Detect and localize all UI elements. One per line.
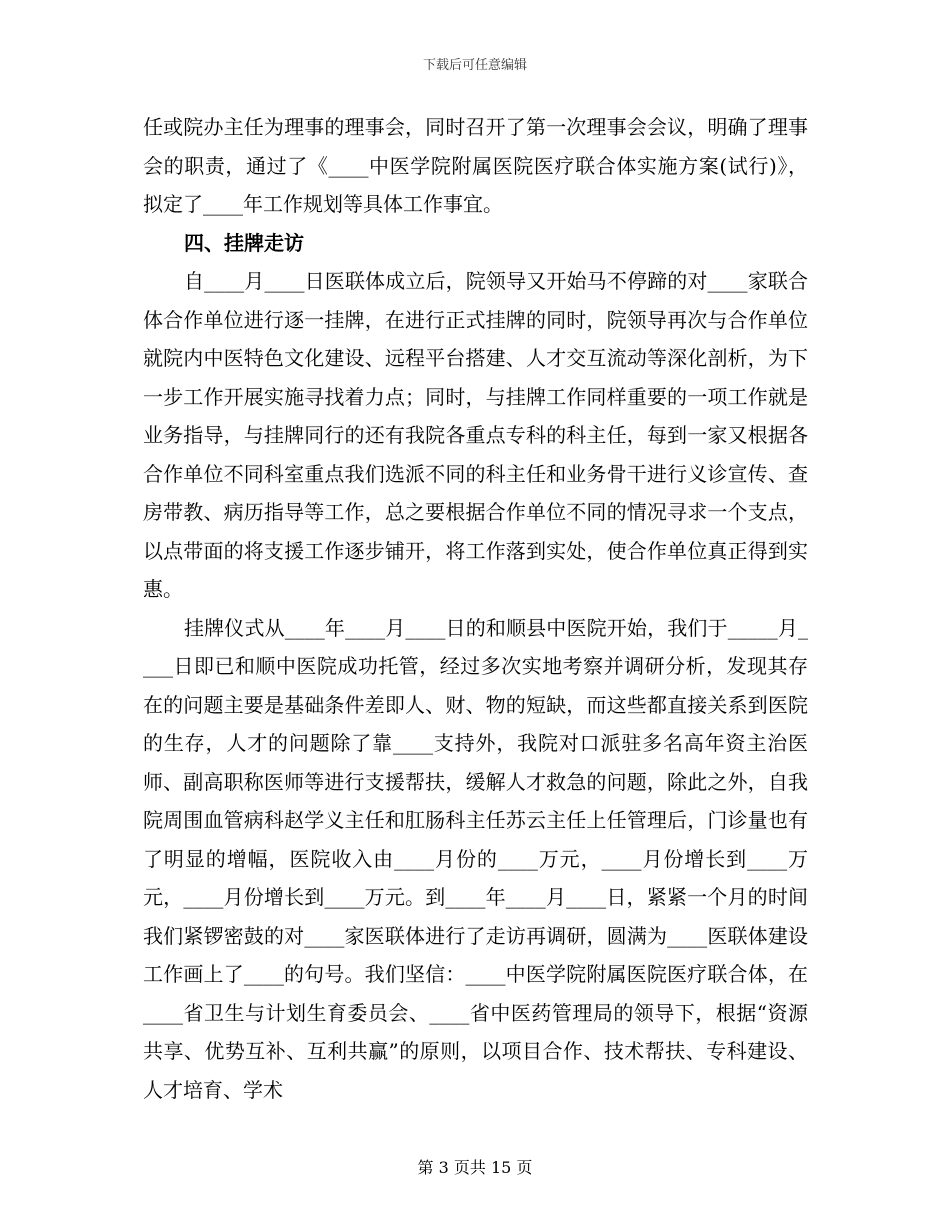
section-heading: 四、挂牌走访 xyxy=(184,230,304,255)
paragraph-1: 任或院办主任为理事的理事会，同时召开了第一次理事会会议，明确了理事会的职责，通过了《____中医学院附属医院医疗联合体实施方案(试行)》，拟定了____年工作规划等具体工作事宜。 xyxy=(143,115,808,216)
paragraph-3: 挂牌仪式从____年____月____日的和顺县中医院开始，我们于_____月____日即已和顺中医院成功托管，经过多次实地考察并调研分析，发现其存在的问题主要是基础条件差即人、财、物的短缺，而这些都直接关系到医院的生存，人才的问题除了靠____支持外，我院对口派驻多名高年资主治医师、副高职称医师等进行支援帮扶，缓解人才救急的问题，除此之外，自我院周围血管病科赵学义主任和肛肠科主任苏云主任上任管理后，门诊量也有了明显的增幅，医院收入由____月份的____万元，____月份增长到____万元，____月份增长到____万元。到____年____月____日，紧紧一个月的时间我们紧锣密鼓的对____家医联体进行了走访再调研，圆满为____医联体建设工作画上了____的句号。我们坚信：____中医学院附属医院医疗联合体，在____省卫生与计划生育委员会、____省中医药管理局的领导下，根据“资源共享、优势互补、互利共赢”的原则，以项目合作、技术帮扶、专科建设、人才培育、学术 xyxy=(143,615,808,1102)
paragraph-2: 自____月____日医联体成立后，院领导又开始马不停蹄的对____家联合体合作单位进行逐一挂牌，在进行正式挂牌的同时，院领导再次与合作单位就院内中医特色文化建设、远程平台搭建、人才交互流动等深化剖析，为下一步工作开展实施寻找着力点；同时，与挂牌工作同样重要的一项工作就是业务指导，与挂牌同行的还有我院各重点专科的科主任，每到一家又根据各合作单位不同科室重点我们选派不同的科主任和业务骨干进行义诊宣传、查房带教、病历指导等工作，总之要根据合作单位不同的情况寻求一个支点，以点带面的将支援工作逐步铺开，将工作落到实处，使合作单位真正得到实惠。 xyxy=(143,269,808,601)
body-text xyxy=(143,108,808,1109)
header-note: 下载后可任意编辑 xyxy=(422,58,527,73)
page-indicator: 第 3 页共 15 页 xyxy=(417,1158,533,1177)
